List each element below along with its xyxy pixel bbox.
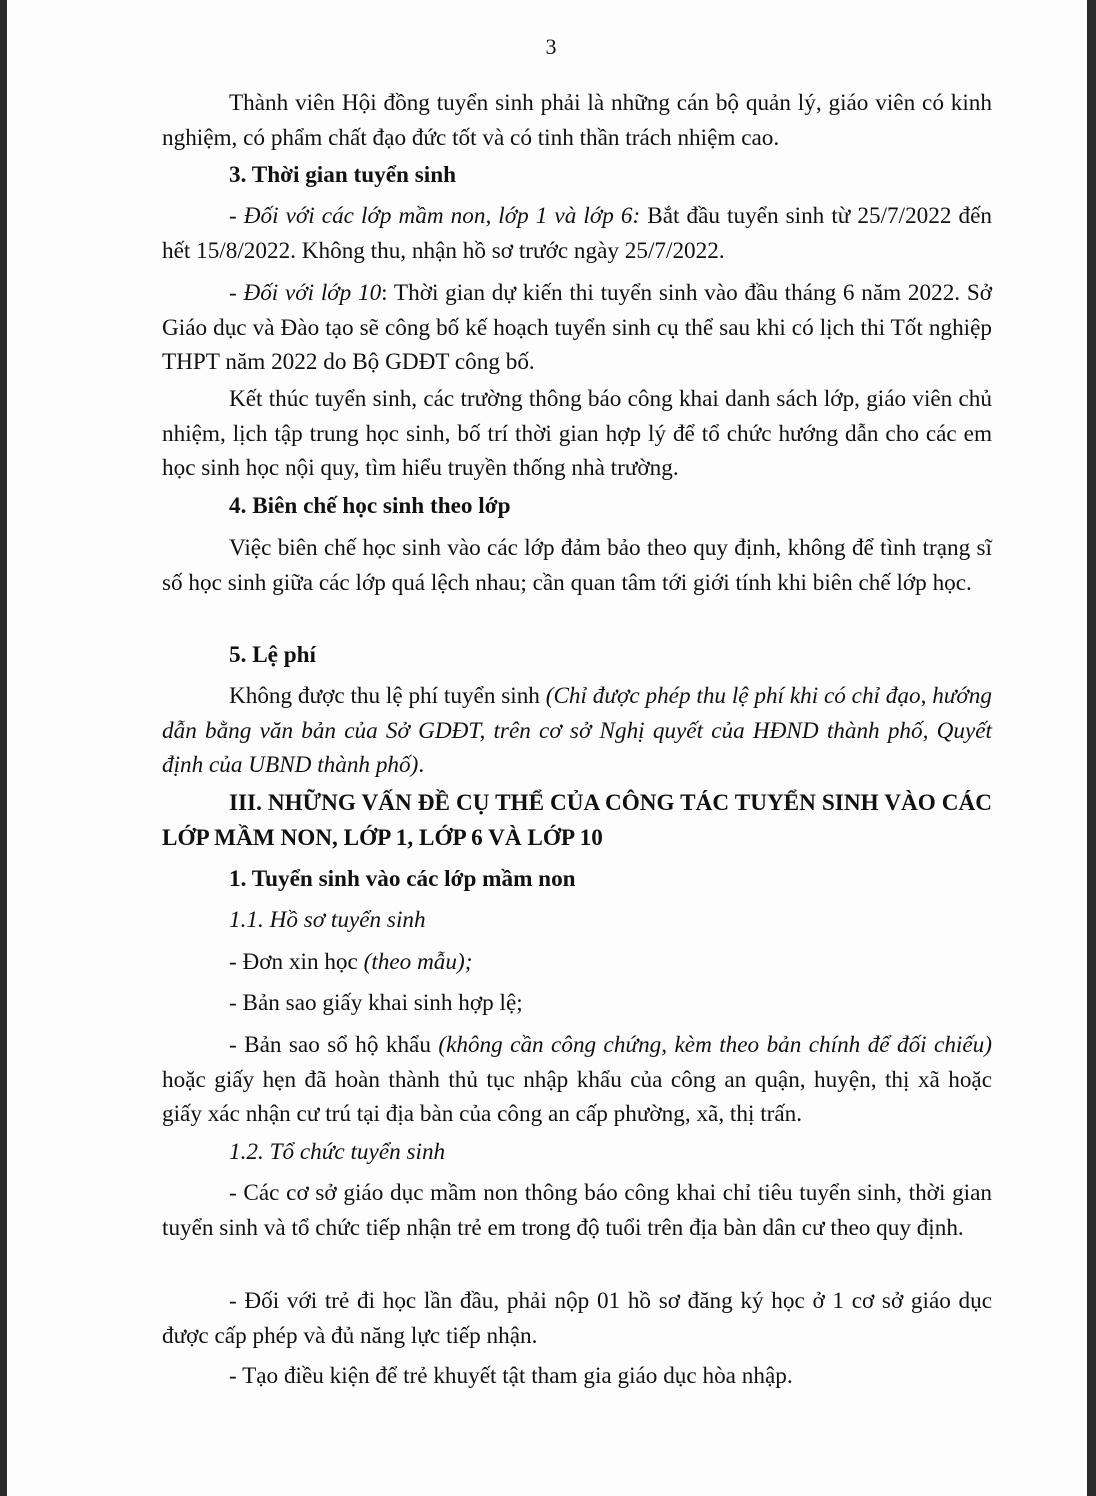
paragraph-preschool-grade1-grade6-time — [162, 199, 992, 268]
list-item-public-quota: - Các cơ sở giáo dục mầm non thông báo công khai chỉ tiêu tuyển sinh, thời gian tuyển sinh và tổ chức tiếp nhận trẻ em trong độ tuổi trên địa bàn dân cư theo quy định. — [162, 1180, 992, 1241]
list-item-birth-certificate: - Bản sao giấy khai sinh hợp lệ; — [229, 990, 523, 1016]
heading-section-III: III. NHỮNG VẤN ĐỀ CỤ THỂ CỦA CÔNG TÁC TUYỂN SINH VÀO CÁC LỚP MẦM NON, LỚP 1, LỚP 6 VÀ LỚP 10 — [162, 790, 992, 851]
paragraph-lead: - Đối với lớp 10 — [229, 280, 382, 306]
list-item-note: (không cần công chứng, kèm theo bản chính để đối chiếu) — [438, 1032, 992, 1058]
paragraph-class-assignment: Việc biên chế học sinh vào các lớp đảm bảo theo quy định, không để tình trạng sĩ số học sinh giữa các lớp quá lệch nhau; cần quan tâm tới giới tính khi biên chế lớp học. — [162, 535, 992, 596]
paragraph-end-of-admission: Kết thúc tuyển sinh, các trường thông báo công khai danh sách lớp, giáo viên chủ nhiệm, lịch tập trung học sinh, bố trí thời gian hợp lý để tổ chức hướng dẫn cho các em học sinh học nội quy, tìm hiểu truyền thống nhà trường. — [162, 386, 992, 481]
list-item-inclusive-education: - Tạo điều kiện để trẻ khuyết tật tham gia giáo dục hòa nhập. — [229, 1363, 793, 1389]
heading-admission-organization: 1.2. Tổ chức tuyển sinh — [229, 1139, 446, 1165]
paragraph-text: Bắt đầu tuyển sinh từ 25/7/2022 đến hết 15/8/2022. Không thu, nhận hồ sơ trước ngày 25/7/2022. — [162, 203, 992, 264]
heading-admission-documents: 1.1. Hồ sơ tuyển sinh — [229, 907, 426, 933]
list-item-household-registration — [162, 1028, 992, 1132]
list-item-application-form — [162, 945, 992, 980]
list-item-text: - Đơn xin học — [229, 949, 364, 975]
paragraph-grade10-time — [162, 276, 992, 380]
heading-fees: 5. Lệ phí — [229, 642, 316, 668]
heading-admission-time: 3. Thời gian tuyển sinh — [229, 162, 456, 188]
paragraph-end: . — [418, 752, 425, 778]
list-item-text-rest: hoặc giấy hẹn đã hoàn thành thủ tục nhập khẩu của công an quận, huyện, thị xã hoặc giấy xác nhận cư trú tại địa bàn của công an cấp phường, xã, thị trấn. — [162, 1066, 992, 1127]
paragraph-text: : Thời gian dự kiến thi tuyển sinh vào đầu tháng 6 năm 2022. Sở Giáo dục và Đào tạo sẽ công bố kế hoạch tuyển sinh cụ thể sau khi có lịch thi Tốt nghiệp THPT năm 2022 do Bộ GDĐT công bố. — [162, 280, 992, 375]
paragraph-fees — [162, 679, 992, 783]
paragraph-text: Không được thu lệ phí tuyển sinh — [229, 683, 546, 709]
page-number: 3 — [545, 34, 557, 59]
list-item-note: (theo mẫu); — [363, 949, 473, 975]
paragraph-lead: - Đối với các lớp mầm non, lớp 1 và lớp 6: — [229, 203, 641, 229]
list-item-text: - Bản sao sổ hộ khẩu — [229, 1032, 439, 1058]
list-item-first-time-enrollment: - Đối với trẻ đi học lần đầu, phải nộp 01 hồ sơ đăng ký học ở 1 cơ sở giáo dục được cấp phép và đủ năng lực tiếp nhận. — [162, 1288, 992, 1349]
paragraph-note: (Chỉ được phép thu lệ phí khi có chỉ đạo, hướng dẫn bằng văn bản của Sở GDĐT, trên cơ sở Nghị quyết của HĐND thành phố, Quyết định của UBND thành phố) — [162, 683, 992, 778]
heading-preschool-admission: 1. Tuyển sinh vào các lớp mầm non — [229, 866, 576, 892]
heading-class-assignment: 4. Biên chế học sinh theo lớp — [229, 493, 511, 519]
document-page — [7, 0, 1087, 1496]
paragraph-council-members: Thành viên Hội đồng tuyển sinh phải là những cán bộ quản lý, giáo viên có kinh nghiệm, có phẩm chất đạo đức tốt và có tinh thần trách nhiệm cao. — [162, 90, 992, 151]
